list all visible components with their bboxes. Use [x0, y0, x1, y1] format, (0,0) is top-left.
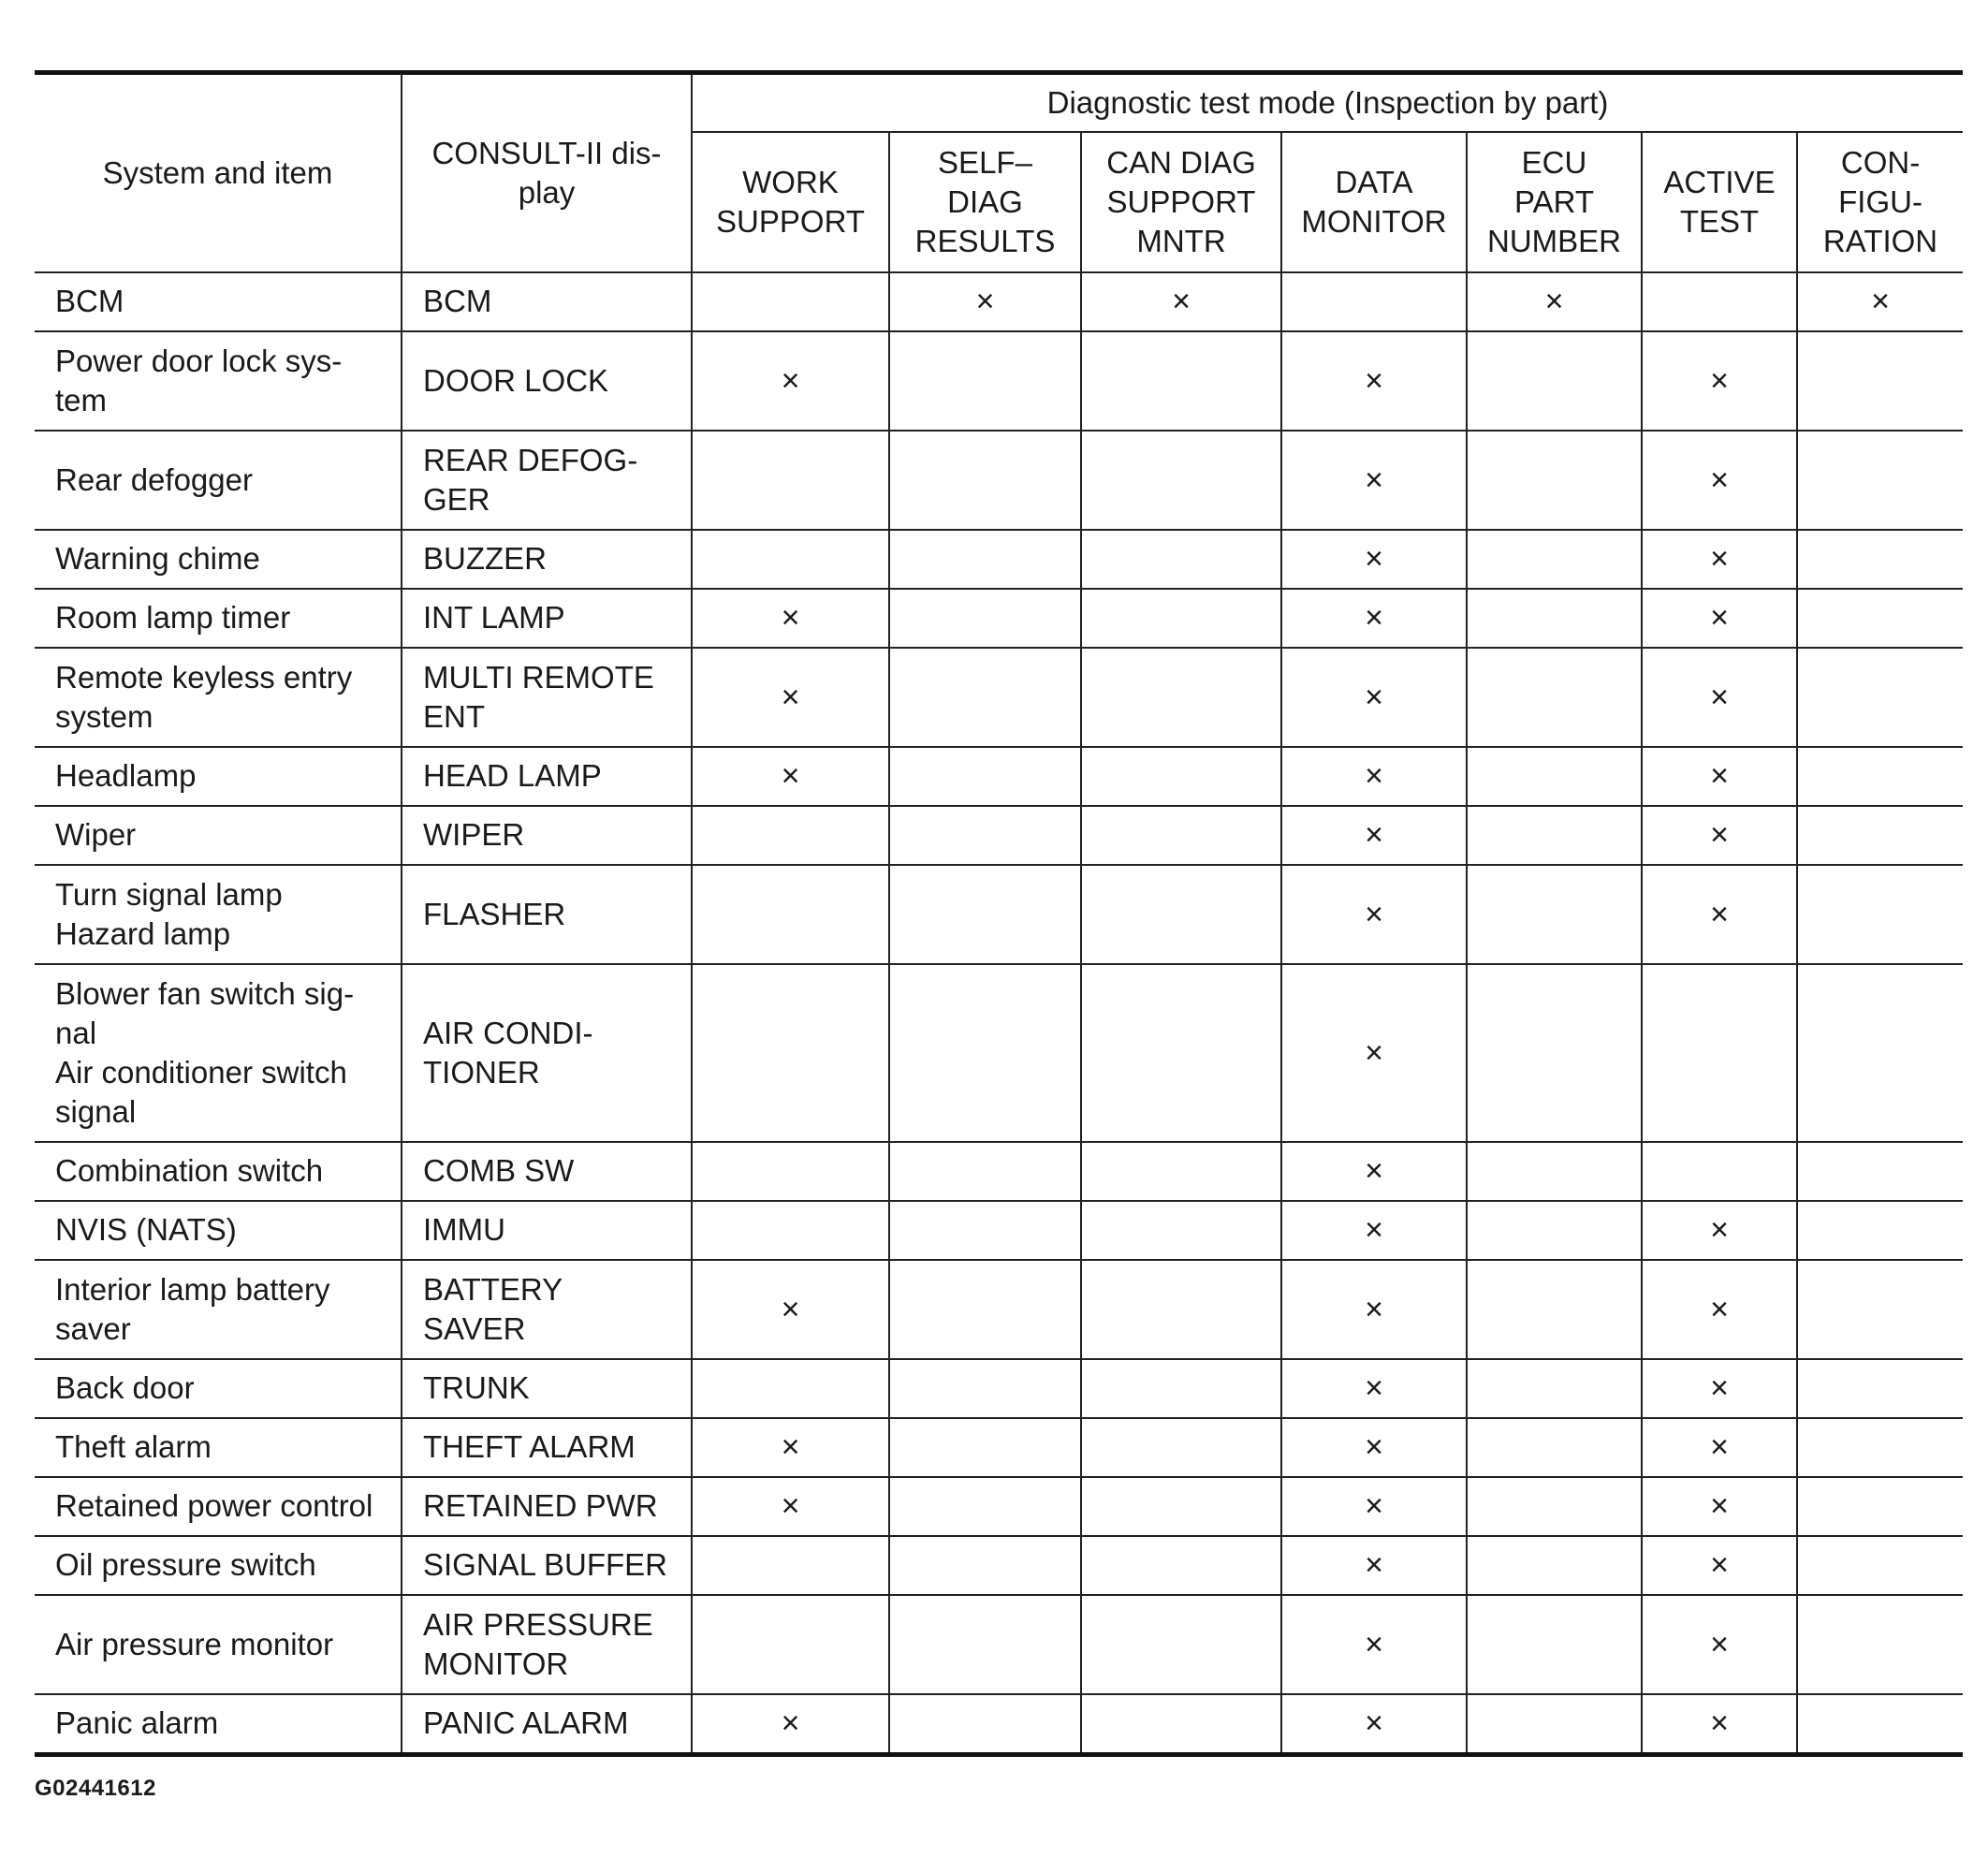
system-item-cell: Retained power control [35, 1477, 402, 1536]
header-mode-data-monitor: DATA MONITOR [1281, 132, 1467, 272]
check-mark-icon: × [1710, 1626, 1729, 1662]
check-mark-icon: × [1871, 284, 1890, 319]
mark-cell-data-monitor [1281, 1201, 1467, 1260]
system-item-cell: Warning chime [35, 530, 402, 589]
mark-cell-self-diag-results [889, 530, 1081, 589]
mark-cell-ecu-part-number [1467, 1260, 1642, 1359]
mark-cell-can-diag-support-mntr [1081, 865, 1281, 964]
consult-display-cell: AIR CONDI- TIONER [402, 964, 692, 1142]
mark-cell-ecu-part-number [1467, 431, 1642, 530]
check-mark-icon: × [1710, 1547, 1729, 1583]
mark-cell-configuration [1797, 1142, 1963, 1201]
mark-cell-work-support [692, 589, 889, 648]
mark-cell-configuration [1797, 1536, 1963, 1595]
mark-cell-self-diag-results [889, 331, 1081, 431]
mark-cell-ecu-part-number [1467, 1142, 1642, 1201]
table-row [35, 1201, 1963, 1260]
mark-cell-can-diag-support-mntr [1081, 1536, 1281, 1595]
consult-display-cell: PANIC ALARM [402, 1694, 692, 1755]
mark-cell-work-support [692, 1201, 889, 1260]
mark-cell-ecu-part-number [1467, 1694, 1642, 1755]
mark-cell-ecu-part-number [1467, 1477, 1642, 1536]
system-item-cell: Interior lamp battery saver [35, 1260, 402, 1359]
mark-cell-work-support [692, 964, 889, 1142]
mark-cell-can-diag-support-mntr [1081, 1595, 1281, 1694]
mark-cell-active-test [1642, 589, 1797, 648]
table-row [35, 865, 1963, 964]
mark-cell-configuration [1797, 865, 1963, 964]
mark-cell-ecu-part-number [1467, 747, 1642, 806]
mark-cell-can-diag-support-mntr [1081, 1142, 1281, 1201]
mark-cell-work-support [692, 648, 889, 747]
mark-cell-self-diag-results [889, 272, 1081, 331]
consult-display-cell: COMB SW [402, 1142, 692, 1201]
mark-cell-work-support [692, 1536, 889, 1595]
table-row [35, 431, 1963, 530]
mark-cell-can-diag-support-mntr [1081, 589, 1281, 648]
check-mark-icon: × [781, 1291, 800, 1327]
check-mark-icon: × [1365, 1370, 1383, 1406]
system-item-cell: Blower fan switch sig- nal Air conditioner switch signal [35, 964, 402, 1142]
mark-cell-self-diag-results [889, 648, 1081, 747]
header-mode-configuration: CON- FIGU- RATION [1797, 132, 1963, 272]
consult-display-cell: BUZZER [402, 530, 692, 589]
mark-cell-work-support [692, 1694, 889, 1755]
check-mark-icon: × [975, 284, 995, 319]
mark-cell-configuration [1797, 431, 1963, 530]
mark-cell-active-test [1642, 865, 1797, 964]
header-consult-display: CONSULT-II dis- play [402, 73, 692, 272]
check-mark-icon: × [1365, 1705, 1383, 1741]
check-mark-icon: × [1710, 1291, 1729, 1327]
mark-cell-ecu-part-number [1467, 1359, 1642, 1418]
table-row [35, 530, 1963, 589]
check-mark-icon: × [1365, 1291, 1383, 1327]
check-mark-icon: × [1710, 461, 1729, 498]
check-mark-icon: × [1710, 1488, 1729, 1524]
mark-cell-configuration [1797, 806, 1963, 865]
table-row [35, 272, 1963, 331]
mark-cell-data-monitor [1281, 1260, 1467, 1359]
consult-display-cell: THEFT ALARM [402, 1418, 692, 1477]
system-item-cell: Wiper [35, 806, 402, 865]
consult-display-cell: REAR DEFOG- GER [402, 431, 692, 530]
check-mark-icon: × [1710, 600, 1729, 636]
mark-cell-data-monitor [1281, 806, 1467, 865]
mark-cell-self-diag-results [889, 431, 1081, 530]
mark-cell-data-monitor [1281, 331, 1467, 431]
mark-cell-data-monitor [1281, 1359, 1467, 1418]
mark-cell-can-diag-support-mntr [1081, 1418, 1281, 1477]
mark-cell-data-monitor [1281, 648, 1467, 747]
mark-cell-ecu-part-number [1467, 964, 1642, 1142]
system-item-cell: Turn signal lamp Hazard lamp [35, 865, 402, 964]
mark-cell-configuration [1797, 648, 1963, 747]
mark-cell-configuration [1797, 1201, 1963, 1260]
check-mark-icon: × [1710, 1705, 1729, 1741]
system-item-cell: Headlamp [35, 747, 402, 806]
check-mark-icon: × [1365, 1212, 1383, 1248]
mark-cell-active-test [1642, 1359, 1797, 1418]
mark-cell-active-test [1642, 431, 1797, 530]
mark-cell-data-monitor [1281, 1694, 1467, 1755]
mark-cell-active-test [1642, 272, 1797, 331]
mark-cell-self-diag-results [889, 1477, 1081, 1536]
mark-cell-work-support [692, 272, 889, 331]
mark-cell-ecu-part-number [1467, 1595, 1642, 1694]
check-mark-icon: × [781, 679, 800, 715]
table-row [35, 1418, 1963, 1477]
system-item-cell: Theft alarm [35, 1418, 402, 1477]
mark-cell-active-test [1642, 1142, 1797, 1201]
mark-cell-configuration [1797, 1418, 1963, 1477]
mark-cell-self-diag-results [889, 589, 1081, 648]
mark-cell-can-diag-support-mntr [1081, 431, 1281, 530]
mark-cell-data-monitor [1281, 431, 1467, 530]
mark-cell-can-diag-support-mntr [1081, 1260, 1281, 1359]
table-row [35, 1142, 1963, 1201]
system-item-cell: Power door lock sys- tem [35, 331, 402, 431]
table-row [35, 1260, 1963, 1359]
consult-display-cell: RETAINED PWR [402, 1477, 692, 1536]
check-mark-icon: × [1365, 1429, 1383, 1465]
mark-cell-work-support [692, 530, 889, 589]
mark-cell-active-test [1642, 1260, 1797, 1359]
check-mark-icon: × [1710, 896, 1729, 932]
header-diagnostic-test-mode: Diagnostic test mode (Inspection by part) [692, 73, 1963, 132]
check-mark-icon: × [1365, 1626, 1383, 1662]
mark-cell-configuration [1797, 1595, 1963, 1694]
mark-cell-configuration [1797, 331, 1963, 431]
consult-display-cell: FLASHER [402, 865, 692, 964]
mark-cell-work-support [692, 747, 889, 806]
mark-cell-work-support [692, 1142, 889, 1201]
check-mark-icon: × [1710, 758, 1729, 794]
mark-cell-ecu-part-number [1467, 1536, 1642, 1595]
mark-cell-ecu-part-number [1467, 272, 1642, 331]
check-mark-icon: × [1710, 541, 1729, 577]
consult-display-cell: WIPER [402, 806, 692, 865]
mark-cell-work-support [692, 1418, 889, 1477]
check-mark-icon: × [1710, 817, 1729, 853]
mark-cell-self-diag-results [889, 865, 1081, 964]
mark-cell-can-diag-support-mntr [1081, 806, 1281, 865]
table-row [35, 1595, 1963, 1694]
mark-cell-active-test [1642, 1536, 1797, 1595]
mark-cell-data-monitor [1281, 589, 1467, 648]
header-system-and-item: System and item [35, 73, 402, 272]
mark-cell-self-diag-results [889, 1418, 1081, 1477]
system-item-cell: Remote keyless entry system [35, 648, 402, 747]
mark-cell-ecu-part-number [1467, 589, 1642, 648]
mark-cell-work-support [692, 806, 889, 865]
mark-cell-data-monitor [1281, 964, 1467, 1142]
table-header [35, 73, 1963, 272]
mark-cell-active-test [1642, 1595, 1797, 1694]
mark-cell-self-diag-results [889, 1201, 1081, 1260]
mark-cell-active-test [1642, 1201, 1797, 1260]
consult-display-cell: BATTERY SAVER [402, 1260, 692, 1359]
mark-cell-work-support [692, 431, 889, 530]
figure-code: G02441612 [35, 1776, 156, 1801]
header-mode-active-test: ACTIVE TEST [1642, 132, 1797, 272]
mark-cell-data-monitor [1281, 747, 1467, 806]
mark-cell-configuration [1797, 964, 1963, 1142]
mark-cell-ecu-part-number [1467, 1418, 1642, 1477]
check-mark-icon: × [781, 1488, 800, 1524]
check-mark-icon: × [1365, 817, 1383, 853]
mark-cell-can-diag-support-mntr [1081, 1694, 1281, 1755]
mark-cell-configuration [1797, 1694, 1963, 1755]
system-item-cell: Rear defogger [35, 431, 402, 530]
mark-cell-self-diag-results [889, 1260, 1081, 1359]
mark-cell-work-support [692, 1477, 889, 1536]
mark-cell-self-diag-results [889, 1359, 1081, 1418]
mark-cell-can-diag-support-mntr [1081, 530, 1281, 589]
check-mark-icon: × [1544, 284, 1564, 319]
check-mark-icon: × [781, 362, 800, 399]
mark-cell-ecu-part-number [1467, 331, 1642, 431]
check-mark-icon: × [781, 758, 800, 794]
check-mark-icon: × [781, 600, 800, 636]
mark-cell-active-test [1642, 648, 1797, 747]
header-mode-ecu-part-number: ECU PART NUMBER [1467, 132, 1642, 272]
consult-display-cell: HEAD LAMP [402, 747, 692, 806]
mark-cell-data-monitor [1281, 865, 1467, 964]
table-row [35, 964, 1963, 1142]
mark-cell-configuration [1797, 1477, 1963, 1536]
mark-cell-ecu-part-number [1467, 1201, 1642, 1260]
mark-cell-self-diag-results [889, 1595, 1081, 1694]
header-mode-self-diag-results: SELF– DIAG RESULTS [889, 132, 1081, 272]
mark-cell-work-support [692, 1595, 889, 1694]
mark-cell-active-test [1642, 964, 1797, 1142]
mark-cell-can-diag-support-mntr [1081, 747, 1281, 806]
mark-cell-data-monitor [1281, 1595, 1467, 1694]
header-mode-can-diag-support-mntr: CAN DIAG SUPPORT MNTR [1081, 132, 1281, 272]
check-mark-icon: × [1365, 679, 1383, 715]
check-mark-icon: × [1365, 541, 1383, 577]
system-item-cell: Oil pressure switch [35, 1536, 402, 1595]
mark-cell-self-diag-results [889, 1142, 1081, 1201]
table-row [35, 648, 1963, 747]
check-mark-icon: × [1365, 600, 1383, 636]
check-mark-icon: × [1365, 461, 1383, 498]
table-row [35, 806, 1963, 865]
mark-cell-self-diag-results [889, 806, 1081, 865]
consult-display-cell: INT LAMP [402, 589, 692, 648]
table-row [35, 1359, 1963, 1418]
mark-cell-active-test [1642, 530, 1797, 589]
check-mark-icon: × [781, 1705, 800, 1741]
mark-cell-data-monitor [1281, 1536, 1467, 1595]
check-mark-icon: × [1365, 1153, 1383, 1189]
check-mark-icon: × [1365, 1034, 1383, 1071]
mark-cell-configuration [1797, 530, 1963, 589]
consult-display-cell: IMMU [402, 1201, 692, 1260]
check-mark-icon: × [1365, 1488, 1383, 1524]
table-row [35, 1477, 1963, 1536]
check-mark-icon: × [781, 1429, 800, 1465]
consult-display-cell: TRUNK [402, 1359, 692, 1418]
check-mark-icon: × [1365, 896, 1383, 932]
table-row [35, 331, 1963, 431]
mark-cell-active-test [1642, 806, 1797, 865]
check-mark-icon: × [1710, 679, 1729, 715]
system-item-cell: NVIS (NATS) [35, 1201, 402, 1260]
system-item-cell: BCM [35, 272, 402, 331]
table-body [35, 272, 1963, 1755]
consult-display-cell: BCM [402, 272, 692, 331]
check-mark-icon: × [1365, 362, 1383, 399]
check-mark-icon: × [1365, 1547, 1383, 1583]
mark-cell-self-diag-results [889, 1536, 1081, 1595]
mark-cell-active-test [1642, 1418, 1797, 1477]
mark-cell-data-monitor [1281, 272, 1467, 331]
mark-cell-work-support [692, 331, 889, 431]
mark-cell-can-diag-support-mntr [1081, 1359, 1281, 1418]
mark-cell-can-diag-support-mntr [1081, 272, 1281, 331]
check-mark-icon: × [1710, 1212, 1729, 1248]
mark-cell-ecu-part-number [1467, 806, 1642, 865]
table-row [35, 1536, 1963, 1595]
system-item-cell: Panic alarm [35, 1694, 402, 1755]
table-row [35, 1694, 1963, 1755]
mark-cell-data-monitor [1281, 1142, 1467, 1201]
mark-cell-active-test [1642, 331, 1797, 431]
mark-cell-can-diag-support-mntr [1081, 964, 1281, 1142]
mark-cell-can-diag-support-mntr [1081, 1201, 1281, 1260]
system-item-cell: Back door [35, 1359, 402, 1418]
header-mode-work-support: WORK SUPPORT [692, 132, 889, 272]
mark-cell-can-diag-support-mntr [1081, 1477, 1281, 1536]
mark-cell-configuration [1797, 1359, 1963, 1418]
consult-display-cell: DOOR LOCK [402, 331, 692, 431]
mark-cell-self-diag-results [889, 964, 1081, 1142]
mark-cell-data-monitor [1281, 1477, 1467, 1536]
mark-cell-self-diag-results [889, 1694, 1081, 1755]
mark-cell-can-diag-support-mntr [1081, 648, 1281, 747]
mark-cell-configuration [1797, 747, 1963, 806]
mark-cell-configuration [1797, 1260, 1963, 1359]
diagnostic-table-container [35, 70, 1963, 1757]
mark-cell-work-support [692, 865, 889, 964]
table-row [35, 589, 1963, 648]
check-mark-icon: × [1710, 1370, 1729, 1406]
system-item-cell: Combination switch [35, 1142, 402, 1201]
mark-cell-configuration [1797, 589, 1963, 648]
table-row [35, 747, 1963, 806]
mark-cell-data-monitor [1281, 530, 1467, 589]
system-item-cell: Room lamp timer [35, 589, 402, 648]
mark-cell-work-support [692, 1260, 889, 1359]
mark-cell-self-diag-results [889, 747, 1081, 806]
mark-cell-can-diag-support-mntr [1081, 331, 1281, 431]
check-mark-icon: × [1365, 758, 1383, 794]
mark-cell-ecu-part-number [1467, 865, 1642, 964]
mark-cell-configuration [1797, 272, 1963, 331]
check-mark-icon: × [1710, 362, 1729, 399]
diagnostic-test-mode-table [35, 70, 1963, 1757]
mark-cell-ecu-part-number [1467, 530, 1642, 589]
mark-cell-active-test [1642, 747, 1797, 806]
consult-display-cell: SIGNAL BUFFER [402, 1536, 692, 1595]
consult-display-cell: AIR PRESSURE MONITOR [402, 1595, 692, 1694]
mark-cell-data-monitor [1281, 1418, 1467, 1477]
mark-cell-ecu-part-number [1467, 648, 1642, 747]
mark-cell-work-support [692, 1359, 889, 1418]
mark-cell-active-test [1642, 1694, 1797, 1755]
check-mark-icon: × [1710, 1429, 1729, 1465]
mark-cell-active-test [1642, 1477, 1797, 1536]
system-item-cell: Air pressure monitor [35, 1595, 402, 1694]
check-mark-icon: × [1172, 284, 1191, 319]
consult-display-cell: MULTI REMOTE ENT [402, 648, 692, 747]
